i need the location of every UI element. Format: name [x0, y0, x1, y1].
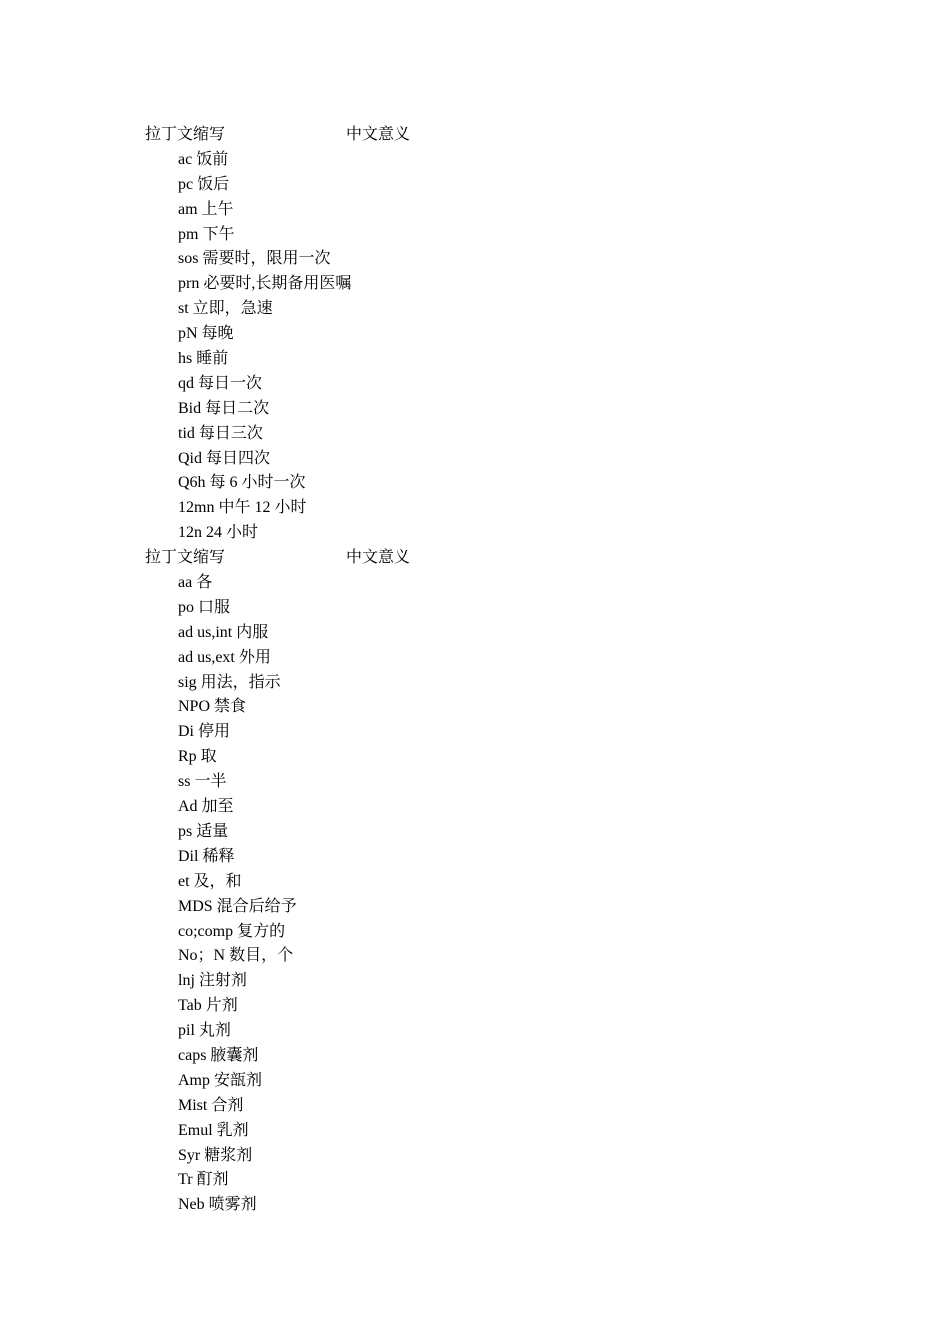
list-item: Tr 酊剂: [178, 1171, 229, 1189]
list-item: Tab 片剂: [178, 997, 238, 1015]
list-item: po 口服: [178, 598, 231, 616]
list-item: Qid 每日四次: [178, 449, 271, 467]
list-item: lnj 注射剂: [178, 972, 247, 990]
section-header: [145, 123, 845, 148]
list-item: tid 每日三次: [178, 424, 263, 442]
section-header: [145, 546, 845, 571]
list-item: hs 睡前: [178, 350, 229, 368]
list-item: Di 停用: [178, 723, 231, 741]
list-item: ss 一半: [178, 773, 227, 791]
list-item: Amp 安瓿剂: [178, 1071, 263, 1089]
list-item: ps 适量: [178, 822, 229, 840]
list-item: Emul 乳剂: [178, 1121, 249, 1139]
list-item: ad us,ext 外用: [178, 648, 271, 666]
list-item: sig 用法，指示: [178, 673, 281, 691]
list-item: pm 下午: [178, 225, 235, 243]
list-item: st 立即，急速: [178, 300, 273, 318]
list-item: Ad 加至: [178, 798, 234, 816]
list-item: Bid 每日二次: [178, 399, 270, 417]
list-item: caps 腋囊剂: [178, 1046, 259, 1064]
list-item: pc 饭后: [178, 175, 230, 193]
list-item: prn 必要时,长期备用医嘱: [178, 275, 352, 293]
list-item: Neb 喷雾剂: [178, 1196, 257, 1214]
list-item: sos 需要时，限用一次: [178, 250, 331, 268]
header-latin-abbreviation: 拉丁文缩写: [145, 549, 226, 567]
list-item: Q6h 每 6 小时一次: [178, 474, 306, 492]
list-item: ac 饭前: [178, 150, 229, 168]
list-item: MDS 混合后给予: [178, 897, 297, 915]
list-item: Syr 糖浆剂: [178, 1146, 253, 1164]
list-item: am 上午: [178, 200, 234, 218]
list-item: No；N 数目，个: [178, 947, 294, 965]
list-item: Rp 取: [178, 748, 217, 766]
header-chinese-meaning: 中文意义: [346, 126, 411, 143]
header-chinese-meaning: 中文意义: [346, 549, 411, 567]
list-item: 12mn 中午 12 小时: [178, 499, 307, 517]
list-item: ad us,int 内服: [178, 623, 269, 641]
header-latin-abbreviation: 拉丁文缩写: [145, 126, 226, 143]
list-item: qd 每日一次: [178, 374, 263, 392]
list-item: pil 丸剂: [178, 1022, 231, 1040]
list-item: et 及，和: [178, 872, 242, 890]
list-item: pN 每晚: [178, 325, 234, 343]
list-item: 12n 24 小时: [178, 524, 259, 542]
list-item: co;comp 复方的: [178, 922, 286, 940]
abbreviation-list: [145, 123, 845, 1218]
list-item: aa 各: [178, 574, 213, 592]
list-item: NPO 禁食: [178, 698, 247, 716]
list-item: Mist 合剂: [178, 1096, 244, 1114]
list-item: Dil 稀释: [178, 847, 235, 865]
